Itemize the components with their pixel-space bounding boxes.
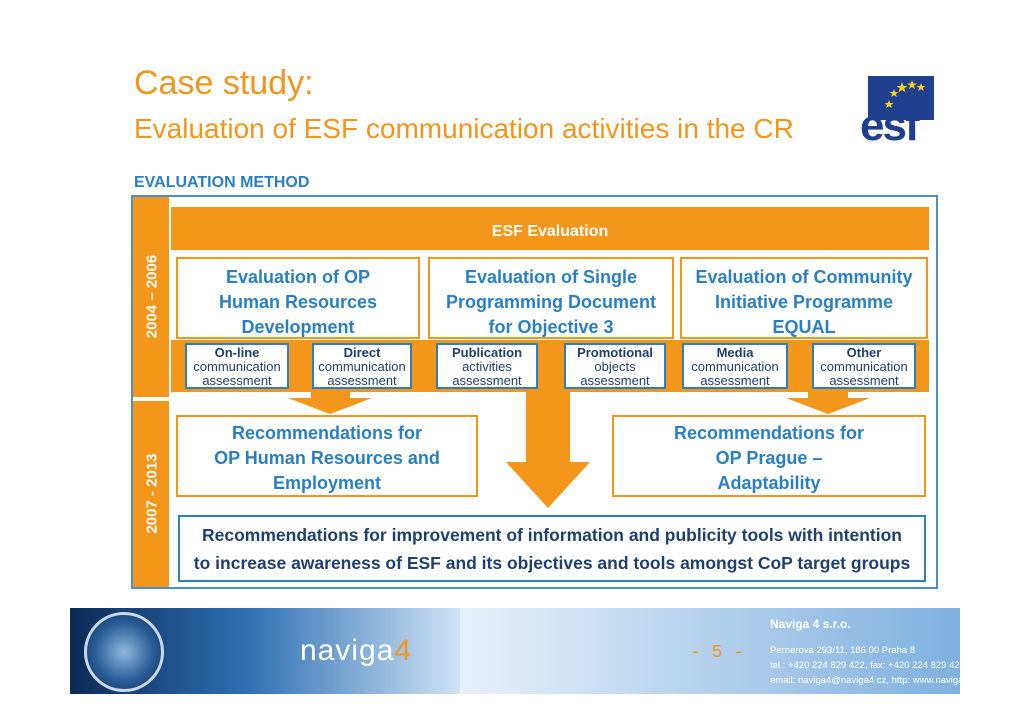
arrow-down-icon: [288, 390, 372, 414]
assessment-title: On-line: [214, 345, 260, 360]
assessment-title: Publication: [451, 345, 523, 360]
slide-title: Case study:: [134, 64, 314, 102]
company-address: Pernerova 293/11, 186 00 Praha 8: [770, 645, 916, 656]
assessment-box: [185, 343, 289, 389]
company-email: email: naviga4@naviga4.cz, http: www.naviga4.cz: [770, 675, 981, 686]
evaluation-line: Programming Document: [445, 292, 657, 312]
assessment-line: assessment: [202, 373, 272, 388]
assessment-line: activities: [462, 359, 512, 374]
assessment-title: Direct: [343, 345, 381, 360]
company-name: Naviga 4 s.r.o.: [770, 617, 851, 631]
assessment-box: [564, 343, 666, 389]
evaluation-line: EQUAL: [772, 317, 836, 337]
section-label: EVALUATION METHOD: [134, 174, 310, 191]
recommendation-line: OP Prague –: [715, 448, 823, 468]
assessment-line: objects: [594, 359, 636, 374]
evaluation-box-spd: [428, 257, 674, 339]
recommendation-line: Recommendations for: [673, 423, 865, 443]
assessment-line: communication: [691, 359, 779, 374]
evaluation-line: Evaluation of Single: [464, 267, 638, 287]
naviga-logo-digit: 4: [394, 634, 413, 667]
period-label-2007-2013: 2007 - 2013: [143, 453, 161, 534]
arrow-down-icon: [786, 390, 870, 414]
final-recommendation-line: Recommendations for improvement of information and publicity tools with intention: [201, 525, 903, 545]
evaluation-line: Evaluation of OP: [225, 267, 371, 287]
evaluation-line: for Objective 3: [488, 317, 614, 337]
recommendation-line: OP Human Resources and: [214, 448, 440, 468]
assessment-title: Other: [846, 345, 882, 360]
slide-subtitle: Evaluation of ESF communication activities in the CR: [134, 113, 794, 144]
recommendation-box-op-hre: [176, 415, 478, 497]
assessment-line: assessment: [829, 373, 899, 388]
final-recommendation-line: to increase awareness of ESF and its objectives and tools amongst CoP target groups: [193, 553, 911, 573]
evaluation-line: Initiative Programme: [714, 292, 894, 312]
naviga-logo-text: naviga: [300, 634, 395, 667]
evaluation-line: Evaluation of Community: [695, 267, 913, 287]
recommendation-box-op-prague: [612, 415, 926, 497]
assessment-title: Promotional: [577, 345, 653, 360]
assessment-line: assessment: [580, 373, 650, 388]
company-phone: tel.: +420 224 829 422, fax: +420 224 829 425: [770, 660, 965, 671]
evaluation-line: Human Resources: [218, 292, 378, 312]
esf-evaluation-label: ESF Evaluation: [491, 223, 609, 240]
naviga-logo: [300, 634, 412, 668]
assessment-line: communication: [193, 359, 281, 374]
assessment-box: [812, 343, 916, 389]
compass-icon: [84, 612, 164, 692]
assessment-line: assessment: [327, 373, 397, 388]
evaluation-box-equal: [680, 257, 928, 339]
period-label-2004-2006: 2004 – 2006: [143, 254, 161, 339]
esf-logo-text: esf: [860, 101, 918, 150]
evaluation-line: Development: [241, 317, 355, 337]
assessment-box: [312, 343, 412, 389]
assessment-box: [682, 343, 788, 389]
recommendation-line: Recommendations for: [231, 423, 423, 443]
recommendation-line: Employment: [272, 473, 382, 493]
assessment-title: Media: [716, 345, 754, 360]
assessment-line: communication: [820, 359, 908, 374]
recommendation-line: Adaptability: [717, 473, 821, 493]
arrow-down-icon: [506, 390, 590, 508]
assessment-box: [436, 343, 538, 389]
final-recommendation-box: [178, 515, 926, 582]
page-number: - 5 -: [690, 643, 745, 663]
assessment-line: communication: [318, 359, 406, 374]
assessment-line: assessment: [700, 373, 770, 388]
evaluation-box-op-hrd: [176, 257, 420, 339]
assessment-line: assessment: [452, 373, 522, 388]
